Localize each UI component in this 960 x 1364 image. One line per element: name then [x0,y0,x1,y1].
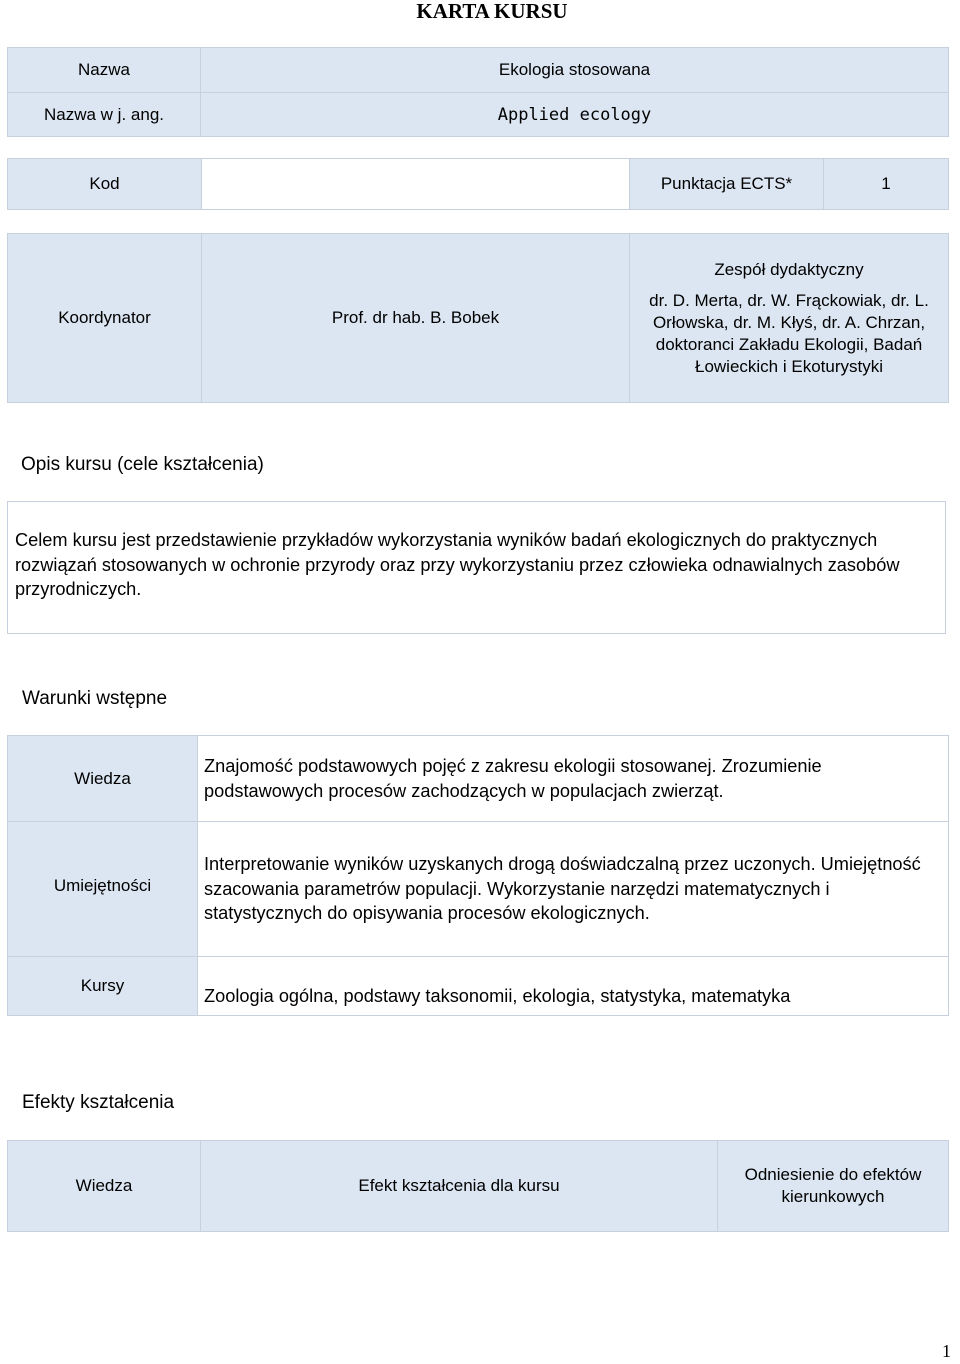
outcomes-col-effect: Efekt kształcenia dla kursu [201,1141,718,1232]
prereq-row-knowledge [8,736,949,822]
code-label: Kod [8,159,202,210]
prereq-courses-text: Zoologia ogólna, podstawy taksonomii, ekologia, statystyka, matematyka [198,957,949,1016]
code-value [202,159,630,210]
team-label: Zespół dydaktyczny [714,259,864,279]
name-value: Ekologia stosowana [201,48,949,93]
prerequisites-table [7,735,949,1016]
description-box [7,501,946,634]
name-en-value: Applied ecology [201,93,949,137]
course-name-table [7,47,949,137]
description-text: Celem kursu jest przedstawienie przykładów wykorzystania wyników badań ekologicznych do praktycznych rozwiązań stosowanych w ochronie przyrody oraz przy wykorzystaniu przez człowieka odnawialnych zasobów przyrodniczych. [15,530,900,599]
outcomes-table [7,1140,949,1232]
page-number: 1 [942,1341,951,1361]
prereq-row-courses [8,957,949,1016]
team-cell [630,234,949,403]
prereq-skills-text: Interpretowanie wyników uzyskanych drogą doświadczalną przez uczonych. Umiejętność szacowania parametrów populacji. Wykorzystanie narzędzi matematycznych i statystycznych do opisywania procesów ekologicznych. [198,822,949,957]
code-table [7,158,949,210]
coordinator-value: Prof. dr hab. B. Bobek [202,234,630,403]
prereq-skills-label: Umiejętności [8,822,198,957]
prerequisites-heading: Warunki wstępne [22,688,168,709]
prereq-courses-label: Kursy [8,957,198,1016]
description-heading: Opis kursu (cele kształcenia) [21,454,264,475]
outcomes-col-knowledge: Wiedza [8,1141,201,1232]
coordinator-table [7,233,949,403]
prereq-knowledge-text: Znajomość podstawowych pojęć z zakresu ekologii stosowanej. Zrozumienie podstawowych procesów zachodzących w populacjach zwierząt. [198,736,949,822]
team-value: dr. D. Merta, dr. W. Frąckowiak, dr. L. Orłowska, dr. M. Kłyś, dr. A. Chrzan, doktoranci Zakładu Ekologii, Badań Łowieckich i Ekoturystyki [649,290,929,376]
ects-value: 1 [824,159,949,210]
ects-label: Punktacja ECTS* [630,159,824,210]
name-label: Nazwa [8,48,201,93]
outcomes-heading: Efekty kształcenia [22,1092,175,1113]
outcomes-col-reference: Odniesienie do efektów kierunkowych [718,1141,949,1232]
coordinator-label: Koordynator [8,234,202,403]
prereq-knowledge-label: Wiedza [8,736,198,822]
name-en-label: Nazwa w j. ang. [8,93,201,137]
prereq-row-skills [8,822,949,957]
page-title: KARTA KURSU [416,0,568,23]
